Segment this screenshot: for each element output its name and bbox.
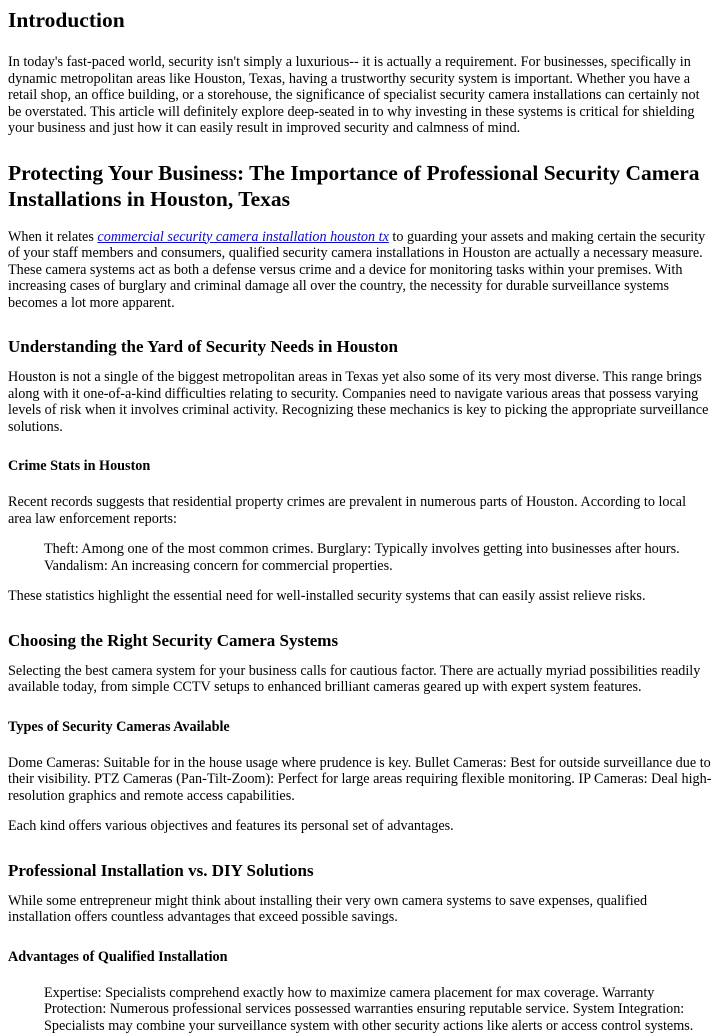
- protecting-paragraph: [8, 229, 712, 312]
- crime-after-paragraph: These statistics highlight the essential need for well-installed security systems that can easily assist relieve risks.: [8, 588, 712, 605]
- understanding-heading: Understanding the Yard of Security Needs in Houston: [8, 336, 712, 357]
- understanding-paragraph: Houston is not a single of the biggest metropolitan areas in Texas yet also some of its very most diverse. This range brings along with it one-of-a-kind difficulties relating to security. Companies need to navigate various areas that possess varying levels of risk when it involves criminal activity. Recognizing these mechanics is key to picking the appropriate surveillance solutions.: [8, 369, 712, 435]
- advantages-quote: Expertise: Specialists comprehend exactly how to maximize camera placement for max coverage. Warranty Protection: Numerous professional services possessed warranties ensuring reputable service. System Integration: Specialists may combine your surveillance system with other security actions like alerts or access control systems.: [44, 985, 712, 1034]
- commercial-security-link[interactable]: commercial security camera installation houston tx: [97, 229, 388, 245]
- intro-heading: Introduction: [8, 7, 712, 33]
- protecting-heading: Protecting Your Business: The Importance of Professional Security Camera Installations in Houston, Texas: [8, 160, 712, 212]
- crime-stats-heading: Crime Stats in Houston: [8, 458, 712, 475]
- crime-quote: Theft: Among one of the most common crimes. Burglary: Typically involves getting into businesses after hours. Vandalism: An increasing concern for commercial properties.: [44, 541, 712, 574]
- types-after-paragraph: Each kind offers various objectives and features its personal set of advantages.: [8, 818, 712, 835]
- choosing-heading: Choosing the Right Security Camera Systems: [8, 630, 712, 651]
- advantages-heading: Advantages of Qualified Installation: [8, 949, 712, 966]
- types-paragraph: Dome Cameras: Suitable for in the house usage where prudence is key. Bullet Cameras: Best for outside surveillance due to their visibility. PTZ Cameras (Pan-Tilt-Zoom): Perfect for large areas requiring flexible monitoring. IP Cameras: Deal high-resolution graphics and remote access capabilities.: [8, 755, 712, 805]
- choosing-paragraph: Selecting the best camera system for your business calls for cautious factor. There are actually myriad possibilities readily available today, from simple CCTV setups to enhanced brilliant cameras geared up with expert system features.: [8, 663, 712, 696]
- crime-paragraph: Recent records suggests that residential property crimes are prevalent in numerous parts of Houston. According to local area law enforcement reports:: [8, 494, 712, 527]
- intro-paragraph: In today's fast-paced world, security isn't simply a luxurious-- it is actually a requirement. For businesses, specifically in dynamic metropolitan areas like Houston, Texas, having a trustworthy security system is important. Whether you have a retail shop, an office building, or a storehouse, the significance of specialist security camera installations can certainly not be overstated. This article will definitely explore deep-seated in to why investing in these systems is critical for shielding your business and just how it can easily result in improved security and calmness of mind.: [8, 54, 712, 137]
- protecting-text-start: When it relates: [8, 229, 97, 245]
- types-heading: Types of Security Cameras Available: [8, 719, 712, 736]
- professional-heading: Professional Installation vs. DIY Solutions: [8, 860, 712, 881]
- professional-paragraph: While some entrepreneur might think about installing their very own camera systems to save expenses, qualified installation offers countless advantages that exceed possible savings.: [8, 893, 712, 926]
- protecting-text-end: to guarding your assets and making certain the security of your staff members and consumers, qualified security camera installations in Houston are actually a necessary measure. These camera systems act as both a defense versus crime and a device for monitoring tasks within your premises. With increasing cases of burglary and criminal damage all over the country, the necessity for durable surveillance systems becomes a lot more apparent.: [8, 229, 705, 311]
